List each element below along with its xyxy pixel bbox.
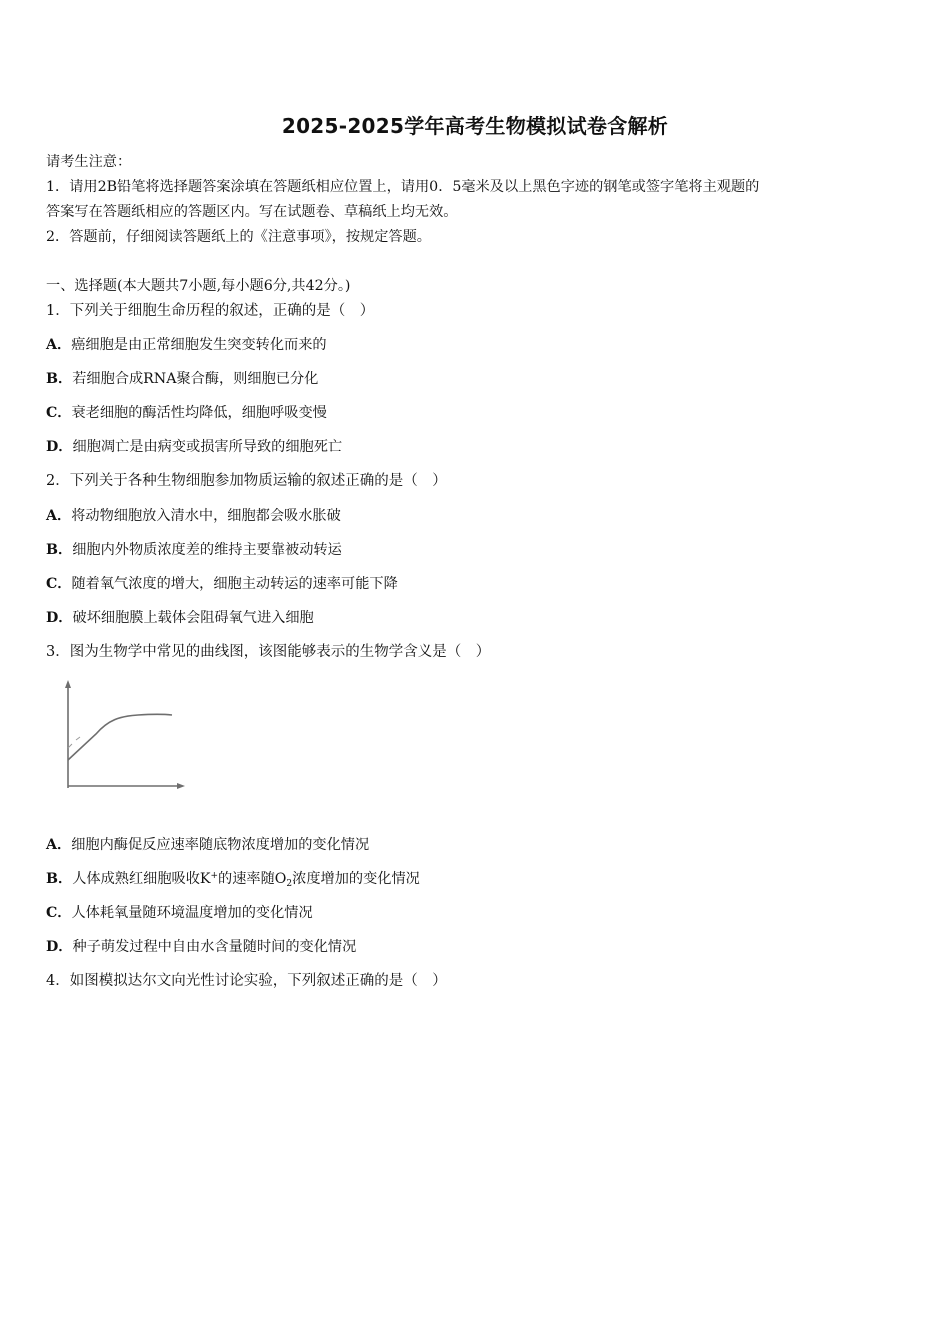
option-text: 衰老细胞的酶活性均降低，细胞呼吸变慢 [71,405,327,421]
option-letter: D． [46,610,73,626]
notice-heading: 请考生注意： [46,154,132,170]
option-text: 细胞凋亡是由病变或损害所导致的细胞死亡 [72,439,343,455]
question-3-option-a[interactable] [46,835,906,855]
question-1-option-b[interactable] [46,369,906,389]
option-text: 种子萌发过程中自由水含量随时间的变化情况 [72,939,357,955]
curve-line [68,714,172,760]
option-letter: A． [46,337,72,353]
notice-item-1-line-2: 答案写在答题纸相应的答题区内。写在试题卷、草稿纸上均无效。 [46,204,458,220]
notice-item-2: 2．答题前，仔细阅读答题纸上的《注意事项》，按规定答题。 [46,229,431,245]
question-3-option-c[interactable] [46,903,906,923]
dashed-curve-start [68,737,80,748]
subscript-two: 2 [286,879,293,889]
option-letter: B． [46,371,73,387]
option-text: 人体耗氧量随环境温度增加的变化情况 [71,905,313,921]
x-axis-arrow [177,783,185,789]
question-2-option-a[interactable] [46,506,906,526]
option-text: 破坏细胞膜上载体会阻碍氧气进入细胞 [72,610,314,626]
option-letter: C． [46,405,72,421]
option-letter: C． [46,905,72,921]
question-1-option-c[interactable] [46,403,906,423]
saturation-curve-figure [58,678,190,794]
curve-graph-icon [58,678,190,794]
option-text: 若细胞合成RNA聚合酶，则细胞已分化 [72,371,319,387]
option-text-after: 浓度增加的变化情况 [292,871,420,887]
superscript-plus: + [210,871,219,881]
question-1-stem: 1．下列关于细胞生命历程的叙述，正确的是（ ） [46,303,375,319]
option-letter: B． [46,871,73,887]
option-letter: A． [46,837,72,853]
question-3-option-b[interactable] [46,869,906,889]
section-heading: 一、选择题(本大题共7小题,每小题6分,共42分。) [46,278,351,294]
option-text: 癌细胞是由正常细胞发生突变转化而来的 [71,337,327,353]
question-2-option-d[interactable] [46,608,906,628]
option-letter: A． [46,508,72,524]
y-axis-arrow [65,680,71,688]
option-letter: D． [46,439,73,455]
option-letter: D． [46,939,73,955]
option-text-before: 人体成熟红细胞吸收K [72,871,211,887]
option-text: 细胞内酶促反应速率随底物浓度增加的变化情况 [71,837,370,853]
question-2-option-b[interactable] [46,540,906,560]
option-letter: C． [46,576,72,592]
question-2-stem: 2．下列关于各种生物细胞参加物质运输的叙述正确的是（ ） [46,473,447,489]
question-3-stem: 3．图为生物学中常见的曲线图，该图能够表示的生物学含义是（ ） [46,644,491,660]
option-text: 将动物细胞放入清水中，细胞都会吸水胀破 [71,508,341,524]
option-text: 细胞内外物质浓度差的维持主要靠被动转运 [72,542,342,558]
question-4-stem: 4．如图模拟达尔文向光性讨论实验，下列叙述正确的是（ ） [46,973,447,989]
option-text-mid: 的速率随O [218,871,287,887]
page-title: 2025-2025学年高考生物模拟试卷含解析 [281,114,669,138]
question-2-option-c[interactable] [46,574,906,594]
notice-item-1-line-1: 1．请用2B铅笔将选择题答案涂填在答题纸相应位置上，请用0．5毫米及以上黑色字迹的钢笔或签字笔将主观题的 [46,179,760,195]
question-1-option-a[interactable] [46,335,906,355]
option-letter: B． [46,542,73,558]
question-3-option-d[interactable] [46,937,906,957]
question-1-option-d[interactable] [46,437,906,457]
option-text: 随着氧气浓度的增大，细胞主动转运的速率可能下降 [71,576,398,592]
